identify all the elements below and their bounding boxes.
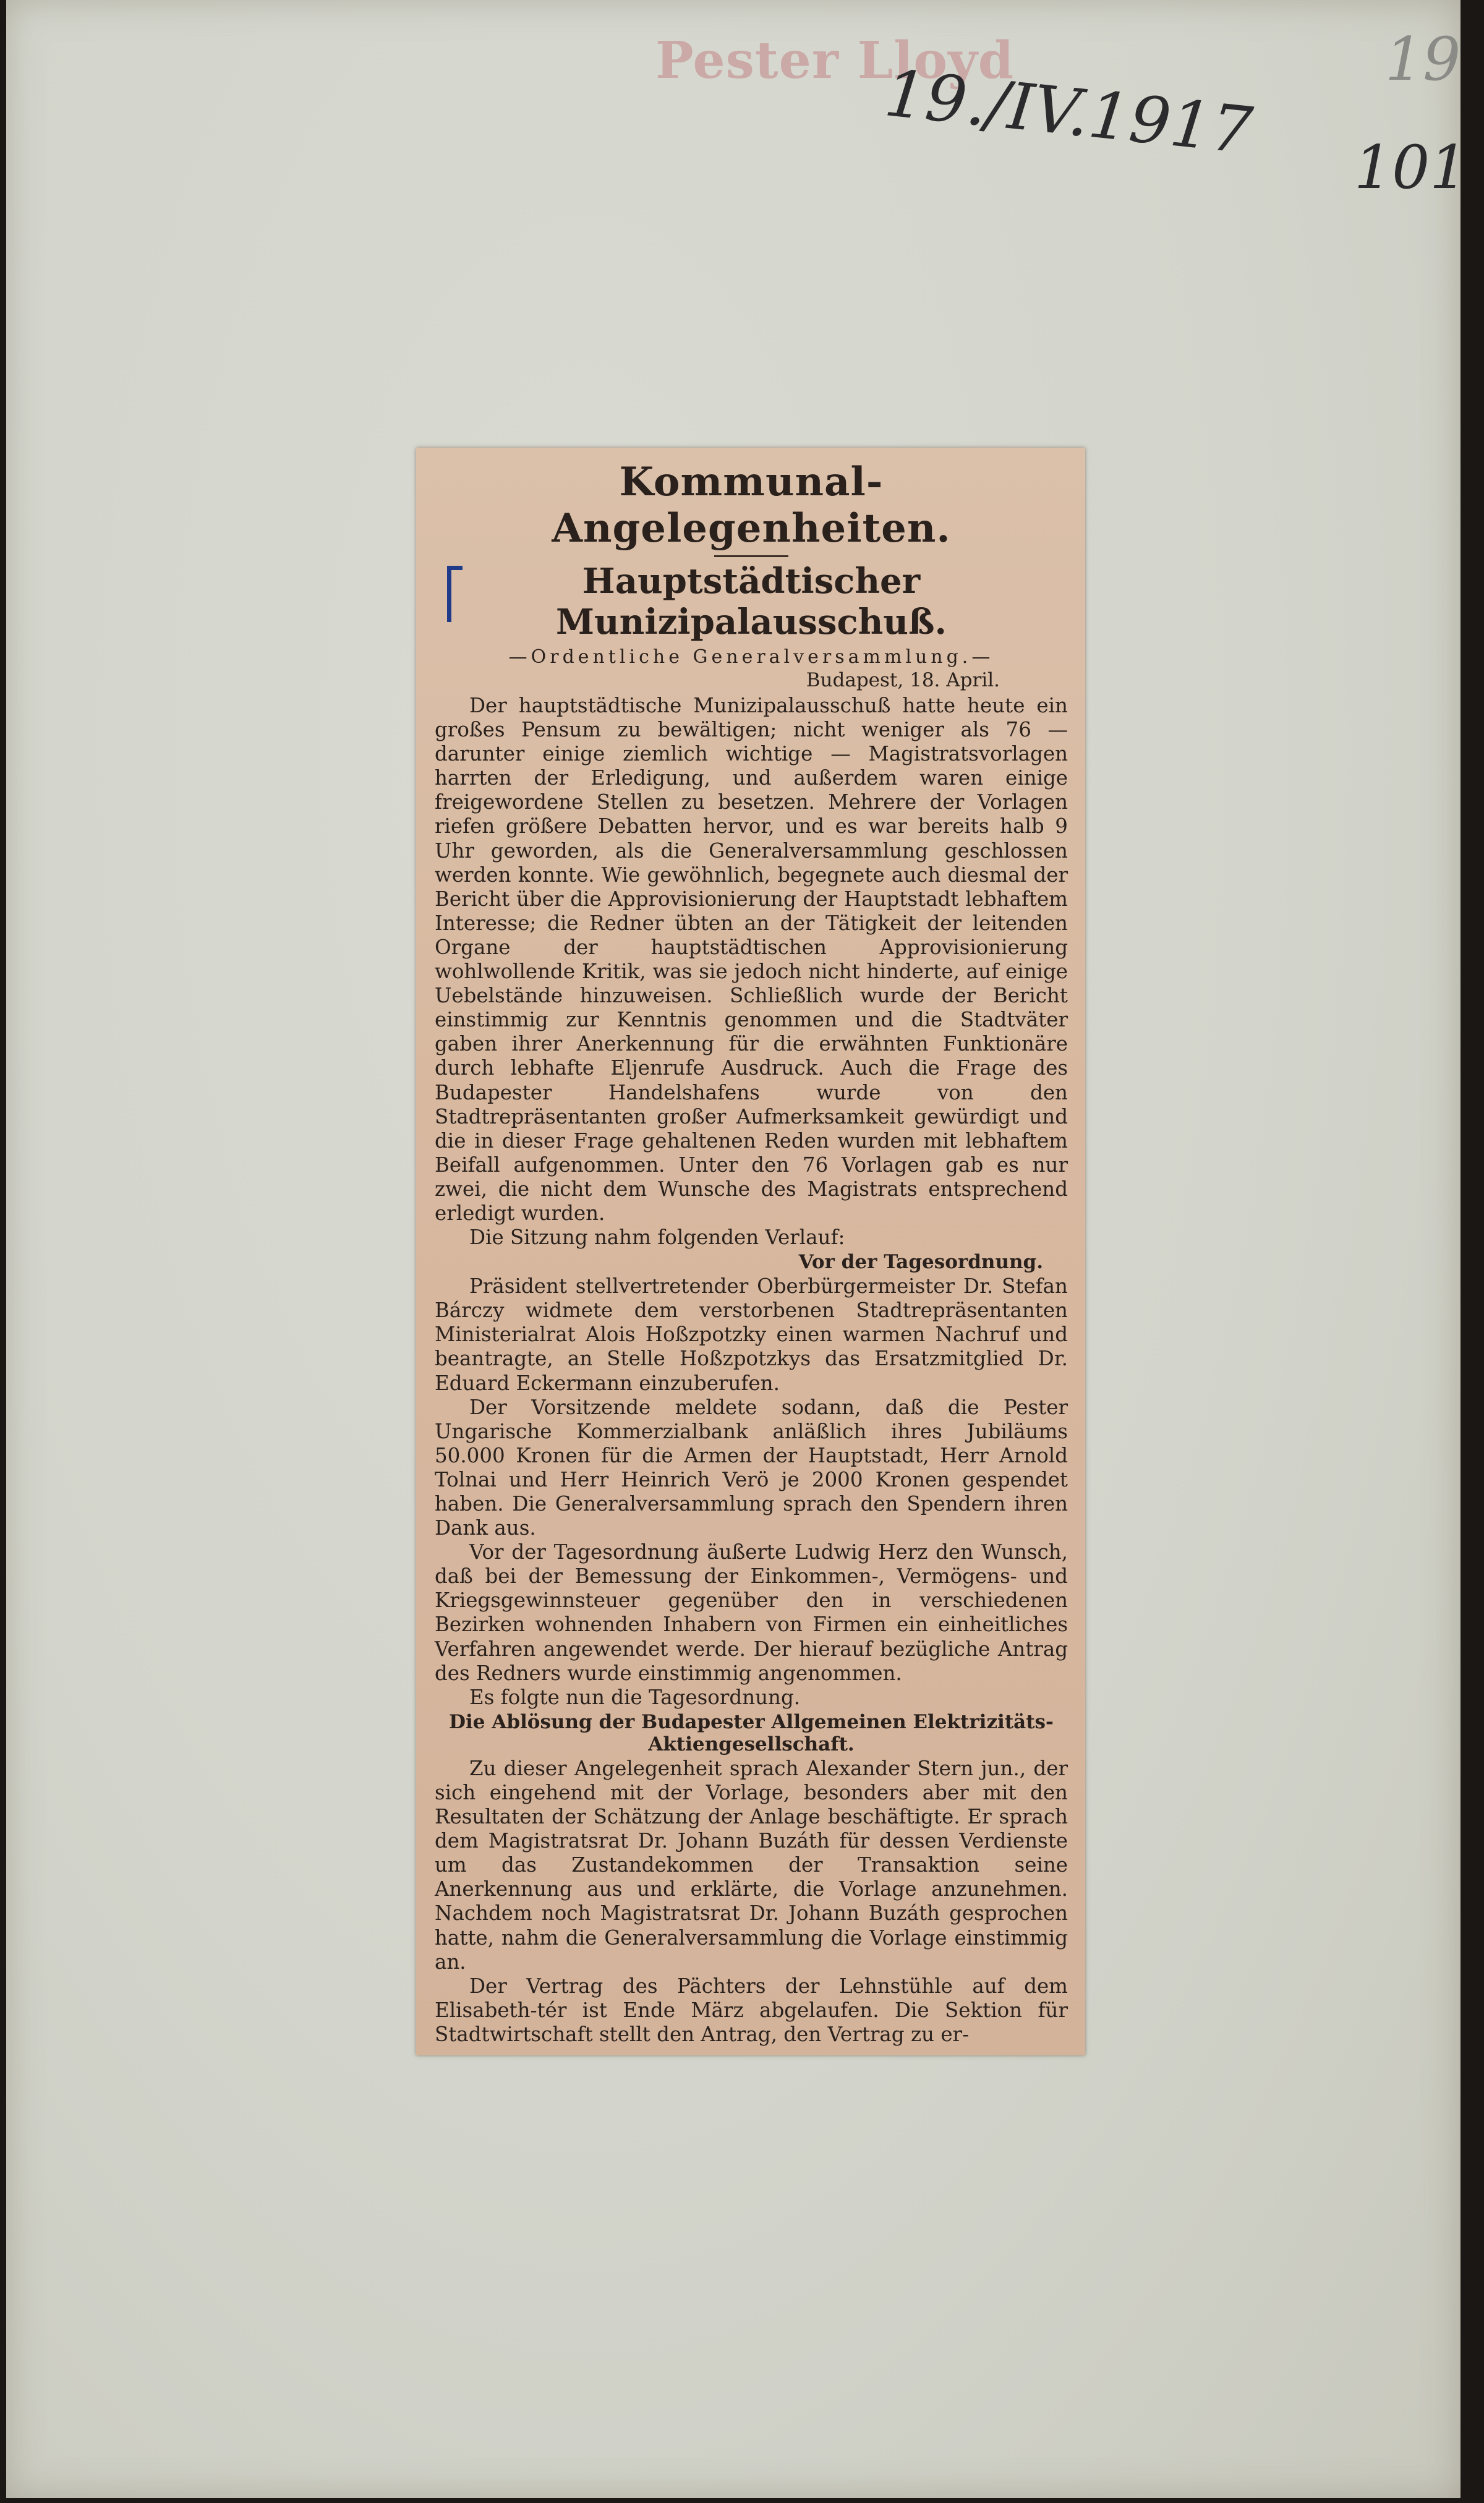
paragraph: Der Vertrag des Pächters der Lehnstühle auf dem Elisabeth-tér ist Ende März abgelaufen. Die Sektion für Stadtwirtschaft stellt den Antrag, den Vertrag zu er- <box>435 1974 1068 2046</box>
paragraph: Der hauptstädtische Munizipalausschuß hatte heute ein großes Pensum zu bewältigen; nicht weniger als 76 — darunter einige ziemlich wichtige — Magistratsvorlagen harrten der Erledigung, und außerdem waren einige freigewordene Stellen zu besetzen. Mehrere der Vorlagen riefen größere Debatten hervor, und es war bereits halb 9 Uhr geworden, als die Generalversammlung geschlossen werden konnte. Wie gewöhnlich, begegnete auch diesmal der Bericht über die Approvisionierung der Hauptstadt lebhaftem Interesse; die Redner übten an der Tätigkeit der leitenden Organe der hauptstädtischen Approvisionierung wohlwollende Kritik, was sie jedoch nicht hinderte, auf einige Uebelstände hinzuweisen. Schließlich wurde der Bericht einstimmig zur Kenntnis genommen und die Stadtväter gaben ihrer Anerkennung für die erwähnten Funktionäre durch lebhafte Eljenrufe Ausdruck. Auch die Frage des Budapester Handelshafens wurde von den Stadtrepräsentanten großer Aufmerksamkeit gewürdigt und die in dieser Frage gehaltenen Reden wurden mit lebhaftem Beifall aufgenommen. Unter den 76 Vorlagen gab es nur zwei, die nicht dem Wunsche des Magistrats entsprechend erledigt wurden. <box>435 694 1068 1225</box>
paragraph: Es folgte nun die Tagesordnung. <box>469 1685 801 1709</box>
paragraph: Präsident stellvertretender Oberbürgermeister Dr. Stefan Bárczy widmete dem verstorbenen Stadtrepräsentanten Ministerialrat Alois Hoßzpotzky einen warmen Nachruf und beantragte, an Stelle Hoßzpotzkys das Ersatzmitglied Dr. Eduard Eckermann einzuberufen. <box>435 1274 1068 1395</box>
handwritten-date: 19./IV.1917 <box>881 55 1256 169</box>
article <box>435 459 1068 2049</box>
article-title-text: Hauptstädtischer Munizipalausschuß. <box>555 561 947 642</box>
article-subtitle: —Ordentliche Generalversammlung.— <box>508 646 994 668</box>
reference-number: 101 <box>1354 133 1468 202</box>
section-heading: Kommunal-Angelegenheiten. <box>552 459 951 552</box>
dateline: Budapest, 18. April. <box>806 669 1000 691</box>
newspaper-clipping <box>416 448 1085 2055</box>
subheading: Die Ablösung der Budapester Allgemeinen Elektrizitäts-Aktiengesellschaft. <box>449 1710 1054 1755</box>
corner-number: 19 <box>1385 25 1461 94</box>
paragraph: Die Sitzung nahm folgenden Verlauf: <box>469 1226 845 1250</box>
paragraph: Der Vorsitzende meldete sodann, daß die Pester Ungarische Kommerzialbank anläßlich ihres Jubiläums 50.000 Kronen für die Armen der Hauptstadt, Herr Arnold Tolnai und Herr Heinrich Verö je 2000 Kronen gespendet haben. Die Generalversammlung sprach den Spendern ihren Dank aus. <box>435 1395 1068 1540</box>
subheading: Vor der Tagesordnung. <box>798 1251 1043 1274</box>
newspaper-stamp: Pester Lloyd <box>655 31 1015 90</box>
article-title <box>435 561 1068 642</box>
paragraph: Vor der Tagesordnung äußerte Ludwig Herz den Wunsch, daß bei der Bemessung der Einkommen-, Vermögens- und Kriegsgewinnsteuer gegenüber den in verschiedenen Bezirken wohnenden Inhabern von Firmen ein einheitliches Verfahren angewendet werde. Der hierauf bezügliche Antrag des Redners wurde einstimmig angenommen. <box>435 1540 1068 1685</box>
paragraph: Zu dieser Angelegenheit sprach Alexander Stern jun., der sich eingehend mit der Vorlage, besonders aber mit den Resultaten der Schätzung der Anlage beschäftigte. Er sprach dem Magistratsrat Dr. Johann Buzáth für dessen Verdienste um das Zustandekommen der Transaktion seine Anerkennung aus und erklärte, die Vorlage anzunehmen. Nachdem noch Magistratsrat Dr. Johann Buzáth gesprochen hatte, nahm die Generalversammlung die Vorlage einstimmig an. <box>435 1756 1068 1974</box>
blue-bracket-mark <box>447 566 463 622</box>
divider <box>714 555 788 557</box>
